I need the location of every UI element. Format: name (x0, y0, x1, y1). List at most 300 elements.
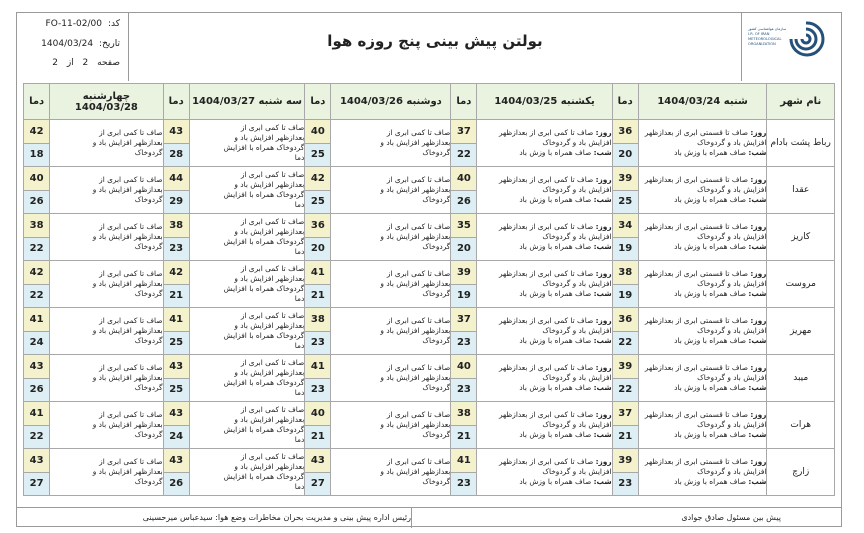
city-name: میبد (767, 355, 835, 402)
forecast-line: روز: صاف تا قسمتی ابری از بعدازظهر (644, 128, 767, 137)
forecast-description (331, 167, 451, 214)
forecast-line: دما (294, 200, 305, 209)
forecast-line: افزایش باد و گردوخاک (697, 138, 767, 147)
forecast-description (331, 308, 451, 355)
forecast-line: گردوخاک (134, 148, 163, 157)
forecast-line: روز: صاف تا کمی ابری از بعدازظهر (498, 128, 612, 137)
forecast-line: افزایش باد و گردوخاک (697, 185, 767, 194)
forecast-line: بعدازظهر افزایش باد و (380, 138, 451, 147)
forecast-line: صاف تا کمی ابری از (240, 217, 305, 226)
forecast-line: بعدازظهر افزایش باد و (380, 326, 451, 335)
max-temp: 41 (24, 308, 50, 332)
min-temp: 28 (163, 143, 189, 167)
forecast-line: شب: صاف همراه با وزش باد (519, 242, 612, 251)
table-row (24, 167, 835, 191)
forecast-line: گردوخاک (134, 242, 163, 251)
forecast-description (189, 402, 305, 449)
forecast-line: روز: صاف تا کمی ابری از بعدازظهر (498, 410, 612, 419)
forecast-line: گردوخاک همراه با افزایش (223, 237, 305, 246)
min-temp: 23 (451, 331, 477, 355)
forecast-line: دما (294, 482, 305, 491)
min-temp: 19 (612, 284, 638, 308)
table-row (24, 402, 835, 426)
forecast-line: شب: صاف همراه با وزش باد (519, 383, 612, 392)
page-row (52, 58, 120, 68)
forecast-description (477, 120, 612, 167)
min-temp: 22 (451, 143, 477, 167)
min-temp: 23 (163, 237, 189, 261)
max-temp: 41 (451, 449, 477, 473)
max-temp: 43 (163, 120, 189, 144)
day-column-header: یکشنبه 1404/03/25 (477, 84, 612, 120)
footer-divider (411, 508, 412, 528)
min-temp: 26 (451, 190, 477, 214)
date-row (41, 39, 120, 49)
max-temp: 41 (305, 355, 331, 379)
min-temp: 22 (24, 425, 50, 449)
min-temp: 23 (612, 472, 638, 496)
max-temp: 38 (163, 214, 189, 238)
page-label: صفحه (97, 58, 120, 68)
forecast-description (189, 214, 305, 261)
forecast-line: گردوخاک (422, 242, 451, 251)
min-temp: 26 (24, 190, 50, 214)
forecast-line: افزایش باد و گردوخاک (697, 232, 767, 241)
forecast-line: گردوخاک (422, 430, 451, 439)
min-temp: 25 (305, 143, 331, 167)
table-row (24, 355, 835, 379)
min-temp: 22 (24, 284, 50, 308)
forecast-line: صاف تا کمی ابری از (240, 123, 305, 132)
forecast-description (189, 120, 305, 167)
max-temp: 40 (451, 167, 477, 191)
forecast-description (50, 355, 163, 402)
max-temp: 42 (24, 120, 50, 144)
footer (17, 507, 841, 528)
forecast-line: روز: صاف تا قسمتی ابری از بعدازظهر (644, 316, 767, 325)
max-temp: 38 (612, 261, 638, 285)
min-temp: 21 (612, 425, 638, 449)
temp-column-header: دما (451, 84, 477, 120)
max-temp: 36 (612, 120, 638, 144)
max-temp: 43 (305, 449, 331, 473)
forecast-line: صاف تا کمی ابری از (99, 269, 163, 278)
code-value: FO-11-02/00 (45, 19, 102, 29)
min-temp: 21 (305, 284, 331, 308)
temp-column-header: دما (305, 84, 331, 120)
forecast-line: بعدازظهر افزایش باد و (380, 279, 451, 288)
table-row (24, 308, 835, 332)
max-temp: 40 (24, 167, 50, 191)
max-temp: 38 (305, 308, 331, 332)
code-row (46, 19, 120, 29)
min-temp: 20 (612, 143, 638, 167)
forecast-line: شب: صاف همراه با وزش باد (674, 383, 767, 392)
min-temp: 21 (305, 425, 331, 449)
forecast-description (50, 402, 163, 449)
forecast-description (638, 355, 767, 402)
max-temp: 42 (24, 261, 50, 285)
page-title: بولتن پیش بینی پنج روزه هوا (327, 32, 543, 50)
min-temp: 24 (24, 331, 50, 355)
forecast-line: بعدازظهر افزایش باد و (92, 138, 163, 147)
forecast-line: بعدازظهر افزایش باد و (92, 279, 163, 288)
city-name: مهریز (767, 308, 835, 355)
forecast-line: شب: صاف همراه با وزش باد (519, 289, 612, 298)
forecast-line: گردوخاک (134, 195, 163, 204)
forecast-line: گردوخاک همراه با افزایش (223, 331, 305, 340)
forecast-line: صاف تا کمی ابری از (240, 170, 305, 179)
forecast-line: صاف تا کمی ابری از (240, 452, 305, 461)
forecaster-signature: پیش بین مسئول صادق جوادی (681, 513, 781, 522)
max-temp: 40 (451, 355, 477, 379)
table-row (24, 120, 835, 144)
max-temp: 37 (451, 308, 477, 332)
forecast-line: صاف تا کمی ابری از (386, 410, 451, 419)
forecast-line: افزایش باد و گردوخاک (697, 420, 767, 429)
max-temp: 43 (163, 355, 189, 379)
city-name: رباط پشت بادام (767, 120, 835, 167)
forecast-line: بعدازظهر افزایش باد و (234, 180, 305, 189)
min-temp: 29 (163, 190, 189, 214)
table-header-row (24, 84, 835, 120)
max-temp: 41 (24, 402, 50, 426)
city-name: مروست (767, 261, 835, 308)
min-temp: 25 (163, 331, 189, 355)
forecast-description (638, 402, 767, 449)
max-temp: 37 (451, 120, 477, 144)
forecast-line: صاف تا کمی ابری از (99, 316, 163, 325)
forecast-description (331, 449, 451, 496)
min-temp: 24 (163, 425, 189, 449)
forecast-line: گردوخاک (134, 383, 163, 392)
max-temp: 39 (612, 449, 638, 473)
city-name: کاریز (767, 214, 835, 261)
forecast-line: شب: صاف همراه با وزش باد (674, 195, 767, 204)
forecast-line: روز: صاف تا کمی ابری از بعدازظهر (498, 222, 612, 231)
forecast-line: گردوخاک همراه با افزایش (223, 190, 305, 199)
forecast-line: شب: صاف همراه با وزش باد (519, 336, 612, 345)
page-value: 2 (82, 58, 89, 68)
forecast-line: بعدازظهر افزایش باد و (92, 467, 163, 476)
max-temp: 38 (451, 402, 477, 426)
forecast-line: بعدازظهر افزایش باد و (92, 232, 163, 241)
forecast-line: شب: صاف همراه با وزش باد (519, 477, 612, 486)
forecast-line: روز: صاف تا کمی ابری از بعدازظهر (498, 457, 612, 466)
forecast-line: شب: صاف همراه با وزش باد (674, 289, 767, 298)
forecast-line: شب: صاف همراه با وزش باد (519, 430, 612, 439)
forecast-line: افزایش باد و گردوخاک (542, 185, 612, 194)
day-column-header: سه شنبه 1404/03/27 (189, 84, 305, 120)
forecast-line: افزایش باد و گردوخاک (542, 467, 612, 476)
min-temp: 23 (305, 378, 331, 402)
max-temp: 39 (451, 261, 477, 285)
max-temp: 40 (305, 120, 331, 144)
max-temp: 42 (163, 261, 189, 285)
forecast-description (331, 402, 451, 449)
forecast-description (638, 167, 767, 214)
forecast-description (50, 120, 163, 167)
forecast-description (477, 261, 612, 308)
forecast-line: دما (294, 435, 305, 444)
forecast-line: صاف تا کمی ابری از (386, 457, 451, 466)
table-row (24, 214, 835, 238)
forecast-line: گردوخاک (422, 148, 451, 157)
forecast-line: روز: صاف تا کمی ابری از بعدازظهر (498, 175, 612, 184)
forecast-description (638, 120, 767, 167)
forecast-line: افزایش باد و گردوخاک (542, 326, 612, 335)
forecast-line: گردوخاک (422, 195, 451, 204)
forecast-description (638, 261, 767, 308)
max-temp: 38 (24, 214, 50, 238)
table-row (24, 261, 835, 285)
forecast-line: شب: صاف همراه با وزش باد (519, 195, 612, 204)
forecast-table (23, 83, 835, 496)
forecast-description (50, 167, 163, 214)
code-label: کد: (107, 19, 120, 29)
forecast-description (477, 308, 612, 355)
min-temp: 23 (451, 378, 477, 402)
forecast-line: بعدازظهر افزایش باد و (380, 185, 451, 194)
forecast-line: بعدازظهر افزایش باد و (92, 326, 163, 335)
forecast-line: بعدازظهر افزایش باد و (234, 274, 305, 283)
forecast-line: شب: صاف همراه با وزش باد (674, 430, 767, 439)
forecast-description (50, 261, 163, 308)
max-temp: 43 (163, 449, 189, 473)
forecast-line: بعدازظهر افزایش باد و (92, 420, 163, 429)
forecast-line: گردوخاک (134, 430, 163, 439)
forecast-line: افزایش باد و گردوخاک (542, 279, 612, 288)
table-row (24, 449, 835, 473)
forecast-description (331, 120, 451, 167)
city-name: زارچ (767, 449, 835, 496)
forecast-description (331, 214, 451, 261)
min-temp: 25 (163, 378, 189, 402)
forecast-line: صاف تا کمی ابری از (240, 264, 305, 273)
max-temp: 42 (305, 167, 331, 191)
min-temp: 22 (612, 331, 638, 355)
forecast-line: گردوخاک (134, 289, 163, 298)
forecast-description (189, 261, 305, 308)
min-temp: 22 (24, 237, 50, 261)
forecast-line: شب: صاف همراه با وزش باد (674, 336, 767, 345)
forecast-line: بعدازظهر افزایش باد و (234, 368, 305, 377)
max-temp: 37 (612, 402, 638, 426)
forecast-line: شب: صاف همراه با وزش باد (674, 477, 767, 486)
forecast-line: روز: صاف تا قسمتی ابری از بعدازظهر (644, 363, 767, 372)
forecast-line: گردوخاک (422, 477, 451, 486)
forecast-line: صاف تا کمی ابری از (99, 410, 163, 419)
min-temp: 20 (451, 237, 477, 261)
forecast-line: افزایش باد و گردوخاک (542, 373, 612, 382)
forecast-line: روز: صاف تا کمی ابری از بعدازظهر (498, 316, 612, 325)
forecast-line: صاف تا کمی ابری از (386, 175, 451, 184)
max-temp: 43 (163, 402, 189, 426)
forecast-line: گردوخاک همراه با افزایش (223, 378, 305, 387)
forecast-line: گردوخاک (422, 336, 451, 345)
day-column-header: چهارشنبه 1404/03/28 (50, 84, 163, 120)
min-temp: 23 (305, 331, 331, 355)
forecast-line: صاف تا کمی ابری از (99, 457, 163, 466)
forecast-line: بعدازظهر افزایش باد و (380, 467, 451, 476)
forecast-line: افزایش باد و گردوخاک (697, 373, 767, 382)
max-temp: 39 (612, 167, 638, 191)
forecast-description (189, 167, 305, 214)
forecast-line: صاف تا کمی ابری از (99, 222, 163, 231)
forecast-description (189, 449, 305, 496)
forecast-line: صاف تا کمی ابری از (99, 363, 163, 372)
day-column-header: دوشنبه 1404/03/26 (331, 84, 451, 120)
max-temp: 43 (24, 449, 50, 473)
forecast-description (189, 355, 305, 402)
min-temp: 26 (163, 472, 189, 496)
bulletin-header (17, 13, 841, 81)
forecast-line: بعدازظهر افزایش باد و (92, 185, 163, 194)
day-column-header: شنبه 1404/03/24 (638, 84, 767, 120)
min-temp: 19 (451, 284, 477, 308)
page-of: از (66, 58, 74, 68)
min-temp: 27 (24, 472, 50, 496)
forecast-line: بعدازظهر افزایش باد و (380, 232, 451, 241)
forecast-line: صاف تا کمی ابری از (240, 358, 305, 367)
forecast-description (477, 167, 612, 214)
forecast-description (331, 355, 451, 402)
forecast-line: افزایش باد و گردوخاک (542, 232, 612, 241)
forecast-line: افزایش باد و گردوخاک (697, 326, 767, 335)
forecast-description (50, 308, 163, 355)
forecast-line: گردوخاک همراه با افزایش (223, 284, 305, 293)
forecast-line: افزایش باد و گردوخاک (697, 467, 767, 476)
forecast-description (638, 449, 767, 496)
max-temp: 41 (163, 308, 189, 332)
forecast-line: گردوخاک (422, 383, 451, 392)
min-temp: 20 (305, 237, 331, 261)
forecast-description (477, 355, 612, 402)
min-temp: 27 (305, 472, 331, 496)
temp-column-header: دما (163, 84, 189, 120)
forecast-description (50, 214, 163, 261)
forecast-line: روز: صاف تا قسمتی ابری از بعدازظهر (644, 410, 767, 419)
min-temp: 25 (305, 190, 331, 214)
forecast-description (638, 214, 767, 261)
min-temp: 26 (24, 378, 50, 402)
city-name: عقدا (767, 167, 835, 214)
forecast-line: روز: صاف تا قسمتی ابری از بعدازظهر (644, 222, 767, 231)
forecast-line: روز: صاف تا کمی ابری از بعدازظهر (498, 363, 612, 372)
max-temp: 41 (305, 261, 331, 285)
forecast-line: صاف تا کمی ابری از (240, 405, 305, 414)
min-temp: 18 (24, 143, 50, 167)
forecast-line: روز: صاف تا قسمتی ابری از بعدازظهر (644, 457, 767, 466)
forecast-line: دما (294, 294, 305, 303)
forecast-line: گردوخاک همراه با افزایش (223, 425, 305, 434)
forecast-line: بعدازظهر افزایش باد و (234, 415, 305, 424)
forecast-line: بعدازظهر افزایش باد و (234, 462, 305, 471)
forecast-line: صاف تا کمی ابری از (386, 222, 451, 231)
forecast-line: افزایش باد و گردوخاک (697, 279, 767, 288)
bulletin-frame (16, 12, 842, 527)
forecast-line: گردوخاک (422, 289, 451, 298)
forecast-line: بعدازظهر افزایش باد و (234, 227, 305, 236)
max-temp: 40 (305, 402, 331, 426)
forecast-line: گردوخاک همراه با افزایش (223, 472, 305, 481)
min-temp: 22 (612, 378, 638, 402)
forecast-line: بعدازظهر افزایش باد و (234, 321, 305, 330)
forecast-line: شب: صاف همراه با وزش باد (674, 242, 767, 251)
forecast-description (477, 402, 612, 449)
forecast-line: دما (294, 247, 305, 256)
forecast-line: صاف تا کمی ابری از (99, 128, 163, 137)
forecast-line: بعدازظهر افزایش باد و (92, 373, 163, 382)
max-temp: 34 (612, 214, 638, 238)
forecast-line: گردوخاک (134, 477, 163, 486)
date-value: 1404/03/24 (41, 39, 94, 49)
forecast-line: روز: صاف تا قسمتی ابری از بعدازظهر (644, 175, 767, 184)
forecast-description (477, 214, 612, 261)
forecast-line: دما (294, 341, 305, 350)
city-name: هرات (767, 402, 835, 449)
forecast-line: صاف تا کمی ابری از (386, 128, 451, 137)
forecast-line: دما (294, 153, 305, 162)
city-column-header: نام شهر (767, 84, 835, 120)
forecast-description (50, 449, 163, 496)
min-temp: 19 (612, 237, 638, 261)
temp-column-header: دما (612, 84, 638, 120)
max-temp: 36 (612, 308, 638, 332)
max-temp: 35 (451, 214, 477, 238)
forecast-line: روز: صاف تا کمی ابری از بعدازظهر (498, 269, 612, 278)
forecast-line: بعدازظهر افزایش باد و (234, 133, 305, 142)
forecast-line: بعدازظهر افزایش باد و (380, 420, 451, 429)
min-temp: 21 (163, 284, 189, 308)
forecast-line: دما (294, 388, 305, 397)
min-temp: 21 (451, 425, 477, 449)
min-temp: 25 (612, 190, 638, 214)
forecast-line: گردوخاک (134, 336, 163, 345)
logo-text: سازمان هواشناسی کشور I.R. OF IRAN METEOROLOGICAL ORGANIZATION (748, 27, 787, 46)
forecast-line: صاف تا کمی ابری از (99, 175, 163, 184)
temp-column-header: دما (24, 84, 50, 120)
max-temp: 43 (24, 355, 50, 379)
forecast-line: بعدازظهر افزایش باد و (380, 373, 451, 382)
min-temp: 23 (451, 472, 477, 496)
forecast-line: صاف تا کمی ابری از (386, 269, 451, 278)
forecast-line: روز: صاف تا قسمتی ابری از بعدازظهر (644, 269, 767, 278)
forecast-line: صاف تا کمی ابری از (386, 363, 451, 372)
max-temp: 36 (305, 214, 331, 238)
forecast-description (477, 449, 612, 496)
max-temp: 44 (163, 167, 189, 191)
page-total: 2 (52, 58, 58, 68)
chief-signature: رئیس اداره پیش بینی و مدیریت بحران مخاطرات وضع هوا: سیدعباس میرحسینی (142, 513, 411, 522)
forecast-line: افزایش باد و گردوخاک (542, 420, 612, 429)
forecast-line: گردوخاک همراه با افزایش (223, 143, 305, 152)
forecast-line: شب: صاف همراه با وزش باد (674, 148, 767, 157)
forecast-line: صاف تا کمی ابری از (240, 311, 305, 320)
document-meta (17, 13, 129, 81)
forecast-line: صاف تا کمی ابری از (386, 316, 451, 325)
forecast-line: شب: صاف همراه با وزش باد (519, 148, 612, 157)
forecast-rows (24, 120, 835, 496)
logo (741, 13, 841, 81)
forecast-description (638, 308, 767, 355)
forecast-line: افزایش باد و گردوخاک (542, 138, 612, 147)
forecast-description (331, 261, 451, 308)
forecast-description (189, 308, 305, 355)
date-label: تاریخ: (99, 39, 120, 49)
max-temp: 39 (612, 355, 638, 379)
spiral-logo-icon (787, 19, 825, 61)
